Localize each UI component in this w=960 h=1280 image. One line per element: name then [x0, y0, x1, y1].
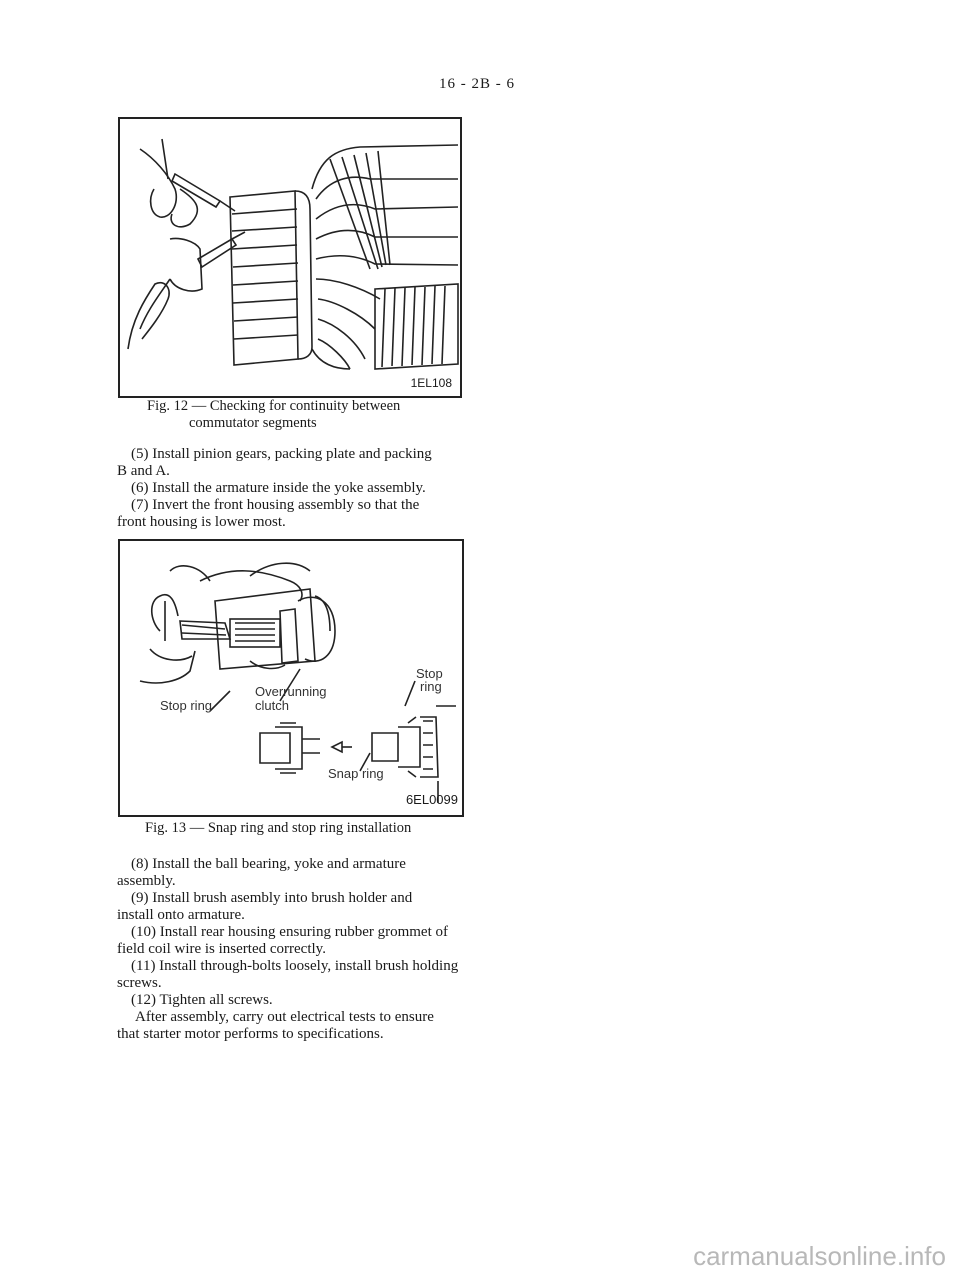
- step-7-line1: (7) Invert the front housing assembly so that the: [131, 497, 420, 513]
- figure-13-caption: Fig. 13 — Snap ring and stop ring installation: [145, 820, 412, 836]
- page-number: 16 - 2B - 6: [439, 76, 515, 92]
- figure-12-illustration: [118, 117, 462, 398]
- step-7-line2: front housing is lower most.: [117, 514, 286, 530]
- figure-12-caption-line1: Fig. 12 — Checking for continuity between: [147, 398, 401, 414]
- label-snap-ring: Snap ring: [328, 766, 384, 781]
- step-9-line1: (9) Install brush asembly into brush holder and: [131, 890, 413, 906]
- step-8-line2: assembly.: [117, 873, 176, 889]
- watermark: carmanualsonline.info: [693, 1241, 946, 1271]
- step-11-line2: screws.: [117, 975, 162, 991]
- figure-12-code: 1EL108: [410, 376, 452, 390]
- closing-line1: After assembly, carry out electrical tests to ensure: [135, 1009, 434, 1025]
- step-5-line1: (5) Install pinion gears, packing plate and packing: [131, 446, 432, 462]
- step-5-line2: B and A.: [117, 463, 170, 479]
- figure-13-illustration: [118, 539, 464, 817]
- step-9-line2: install onto armature.: [117, 907, 245, 923]
- step-8-line1: (8) Install the ball bearing, yoke and armature: [131, 856, 406, 872]
- step-6-line1: (6) Install the armature inside the yoke assembly.: [131, 480, 426, 496]
- figure-12-caption-line2: commutator segments: [189, 415, 317, 431]
- closing-line2: that starter motor performs to specifications.: [117, 1026, 384, 1042]
- label-stop-ring-left: Stop ring: [160, 698, 213, 713]
- step-10-line2: field coil wire is inserted correctly.: [117, 941, 326, 957]
- label-ring-right: ring: [420, 679, 442, 694]
- step-11-line1: (11) Install through-bolts loosely, install brush holding: [131, 958, 459, 974]
- step-12-line1: (12) Tighten all screws.: [131, 992, 273, 1008]
- label-overrunning: Overrunning: [255, 684, 327, 699]
- armature-continuity-drawing: [120, 119, 460, 396]
- label-stop-right: Stop: [416, 666, 443, 681]
- figure-13-code: 6EL0099: [405, 792, 458, 807]
- step-10-line1: (10) Install rear housing ensuring rubber grommet of: [131, 924, 448, 940]
- snap-ring-installation-drawing: [120, 541, 462, 815]
- label-clutch: clutch: [255, 698, 289, 713]
